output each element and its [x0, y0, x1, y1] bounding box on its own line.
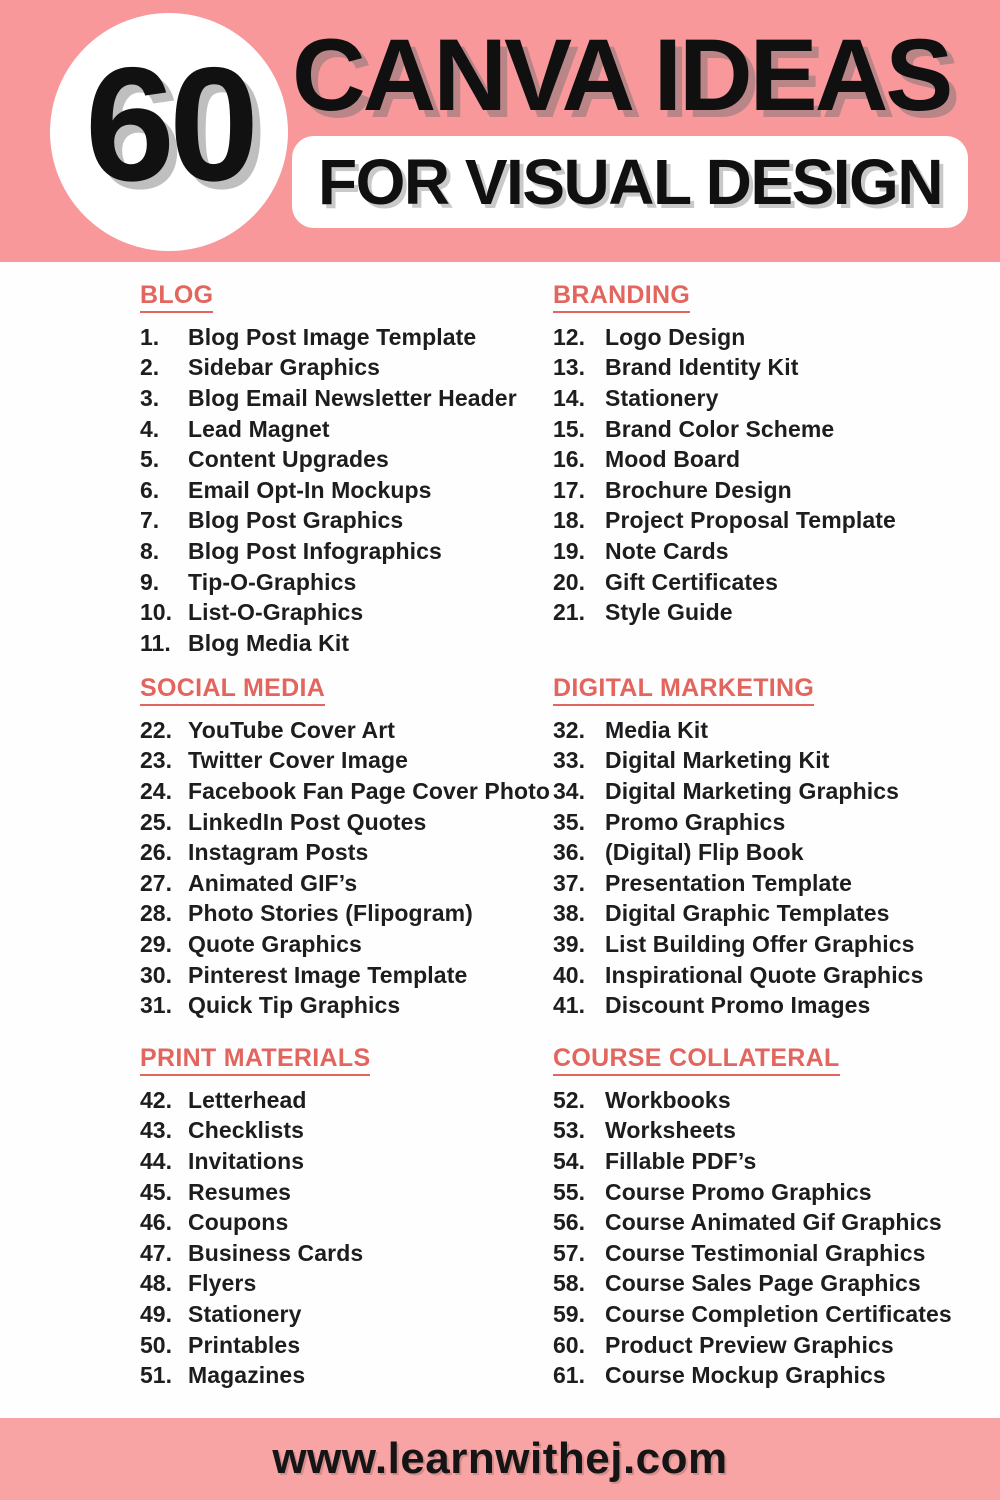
section-heading: DIGITAL MARKETING	[553, 676, 814, 706]
item-label: Invitations	[188, 1147, 305, 1174]
item-number: 1.	[140, 323, 160, 350]
item-number: 56.	[553, 1209, 585, 1236]
list-item	[140, 1146, 560, 1177]
list-item	[553, 1330, 973, 1361]
item-label: Quote Graphics	[188, 930, 362, 957]
list-item	[553, 1116, 973, 1147]
count-badge	[50, 13, 288, 251]
item-label: Blog Media Kit	[188, 629, 350, 656]
item-number: 21.	[553, 599, 585, 626]
item-label: Pinterest Image Template	[188, 961, 468, 988]
list-item	[553, 444, 973, 475]
item-number: 42.	[140, 1086, 172, 1113]
item-label: Course Promo Graphics	[605, 1178, 872, 1205]
item-number: 52.	[553, 1086, 585, 1113]
list-item	[140, 1269, 560, 1300]
list-item	[140, 475, 560, 506]
item-label: List Building Offer Graphics	[605, 930, 915, 957]
item-label: Blog Email Newsletter Header	[188, 384, 517, 411]
item-number: 54.	[553, 1147, 585, 1174]
item-label: Flyers	[188, 1270, 257, 1297]
item-number: 22.	[140, 716, 172, 743]
list-item	[140, 776, 560, 807]
section-heading: COURSE COLLATERAL	[553, 1046, 840, 1076]
item-number: 30.	[140, 961, 172, 988]
list-item	[553, 929, 973, 960]
section-social-media	[140, 676, 560, 1021]
section-heading: BRANDING	[553, 283, 690, 313]
list-item	[553, 960, 973, 991]
list-item	[140, 1085, 560, 1116]
item-label: Logo Design	[605, 323, 746, 350]
item-label: Worksheets	[605, 1117, 736, 1144]
item-label: Project Proposal Template	[605, 507, 896, 534]
list-item	[140, 868, 560, 899]
item-label: Brochure Design	[605, 476, 792, 503]
list-item	[553, 536, 973, 567]
item-number: 40.	[553, 961, 585, 988]
item-number: 10.	[140, 599, 172, 626]
list-item	[553, 597, 973, 628]
item-number: 57.	[553, 1239, 585, 1266]
list-item	[140, 1330, 560, 1361]
list-item	[140, 899, 560, 930]
list-item	[140, 1238, 560, 1269]
item-number: 34.	[553, 777, 585, 804]
section-print-materials	[140, 1046, 560, 1391]
item-number: 59.	[553, 1300, 585, 1327]
section-item-list	[553, 715, 973, 1021]
list-item	[140, 414, 560, 445]
list-item	[140, 1360, 560, 1391]
item-number: 58.	[553, 1270, 585, 1297]
item-label: Brand Identity Kit	[605, 354, 799, 381]
item-label: Lead Magnet	[188, 415, 330, 442]
item-label: Media Kit	[605, 716, 709, 743]
list-item	[140, 628, 560, 659]
item-number: 37.	[553, 869, 585, 896]
item-label: Fillable PDF’s	[605, 1147, 757, 1174]
list-item	[553, 506, 973, 537]
list-item	[140, 597, 560, 628]
item-label: Course Sales Page Graphics	[605, 1270, 921, 1297]
item-label: Blog Post Image Template	[188, 323, 477, 350]
list-item	[553, 807, 973, 838]
list-item	[553, 1269, 973, 1300]
item-label: Letterhead	[188, 1086, 307, 1113]
item-label: Business Cards	[188, 1239, 364, 1266]
list-item	[140, 353, 560, 384]
item-label: Course Mockup Graphics	[605, 1362, 886, 1389]
list-item	[140, 567, 560, 598]
list-item	[553, 868, 973, 899]
section-item-list	[140, 715, 560, 1021]
list-item	[553, 1299, 973, 1330]
item-number: 43.	[140, 1117, 172, 1144]
footer-banner	[0, 1418, 1000, 1500]
list-item	[553, 567, 973, 598]
item-label: Printables	[188, 1331, 301, 1358]
item-label: LinkedIn Post Quotes	[188, 808, 427, 835]
item-label: Content Upgrades	[188, 446, 389, 473]
page-title: CANVA IDEAS	[292, 18, 951, 132]
section-blog	[140, 283, 560, 659]
item-label: Magazines	[188, 1362, 306, 1389]
item-number: 24.	[140, 777, 172, 804]
item-label: Mood Board	[605, 446, 741, 473]
item-number: 33.	[553, 747, 585, 774]
item-label: Note Cards	[605, 537, 729, 564]
item-label: Course Animated Gif Graphics	[605, 1209, 942, 1236]
item-label: Course Completion Certificates	[605, 1300, 952, 1327]
item-label: Blog Post Graphics	[188, 507, 404, 534]
item-number: 26.	[140, 839, 172, 866]
item-number: 8.	[140, 537, 160, 564]
item-number: 31.	[140, 992, 172, 1019]
list-item	[140, 807, 560, 838]
list-item	[140, 990, 560, 1021]
section-item-list	[553, 322, 973, 628]
list-item	[553, 414, 973, 445]
item-number: 23.	[140, 747, 172, 774]
list-item	[553, 1146, 973, 1177]
item-number: 12.	[553, 323, 585, 350]
list-item	[140, 1116, 560, 1147]
item-number: 3.	[140, 384, 160, 411]
item-number: 28.	[140, 900, 172, 927]
item-number: 48.	[140, 1270, 172, 1297]
item-label: Style Guide	[605, 599, 733, 626]
section-heading: SOCIAL MEDIA	[140, 676, 325, 706]
item-label: List-O-Graphics	[188, 599, 364, 626]
item-number: 41.	[553, 992, 585, 1019]
item-label: Stationery	[188, 1300, 302, 1327]
item-label: Resumes	[188, 1178, 291, 1205]
list-item	[140, 715, 560, 746]
item-label: Promo Graphics	[605, 808, 786, 835]
item-label: Brand Color Scheme	[605, 415, 835, 442]
item-label: Gift Certificates	[605, 568, 778, 595]
item-label: Product Preview Graphics	[605, 1331, 894, 1358]
list-item	[140, 536, 560, 567]
list-item	[140, 444, 560, 475]
section-heading: PRINT MATERIALS	[140, 1046, 370, 1076]
item-label: Blog Post Infographics	[188, 537, 442, 564]
item-label: Digital Graphic Templates	[605, 900, 890, 927]
list-item	[140, 837, 560, 868]
item-label: Instagram Posts	[188, 839, 369, 866]
subtitle-box	[292, 136, 968, 228]
item-label: Checklists	[188, 1117, 305, 1144]
item-number: 18.	[553, 507, 585, 534]
section-item-list	[553, 1085, 973, 1391]
item-number: 51.	[140, 1362, 172, 1389]
item-label: Sidebar Graphics	[188, 354, 381, 381]
item-number: 27.	[140, 869, 172, 896]
item-label: Presentation Template	[605, 869, 853, 896]
header-banner	[0, 0, 1000, 262]
list-item	[553, 1238, 973, 1269]
list-item	[140, 960, 560, 991]
item-number: 14.	[553, 384, 585, 411]
list-item	[553, 899, 973, 930]
item-number: 49.	[140, 1300, 172, 1327]
item-label: Quick Tip Graphics	[188, 992, 401, 1019]
item-number: 35.	[553, 808, 585, 835]
list-item	[140, 929, 560, 960]
item-number: 7.	[140, 507, 160, 534]
list-item	[140, 1207, 560, 1238]
list-item	[553, 1085, 973, 1116]
list-item	[553, 475, 973, 506]
item-label: Photo Stories (Flipogram)	[188, 900, 473, 927]
item-label: Inspirational Quote Graphics	[605, 961, 924, 988]
item-number: 4.	[140, 415, 160, 442]
item-label: (Digital) Flip Book	[605, 839, 804, 866]
idea-lists	[0, 262, 1000, 1418]
item-number: 55.	[553, 1178, 585, 1205]
list-item	[553, 1360, 973, 1391]
item-label: Stationery	[605, 384, 719, 411]
item-label: Email Opt-In Mockups	[188, 476, 432, 503]
item-number: 5.	[140, 446, 160, 473]
list-item	[553, 1207, 973, 1238]
item-number: 11.	[140, 629, 171, 656]
item-number: 25.	[140, 808, 172, 835]
item-label: Coupons	[188, 1209, 289, 1236]
list-item	[553, 383, 973, 414]
count-number: 60	[84, 34, 254, 215]
website-url: www.learnwithej.com	[272, 1434, 728, 1483]
list-item	[140, 506, 560, 537]
item-label: Twitter Cover Image	[188, 747, 409, 774]
list-item	[553, 776, 973, 807]
section-digital-marketing	[553, 676, 973, 1021]
section-heading: BLOG	[140, 283, 213, 313]
list-item	[553, 1177, 973, 1208]
item-number: 29.	[140, 930, 172, 957]
item-label: Tip-O-Graphics	[188, 568, 357, 595]
item-label: YouTube Cover Art	[188, 716, 396, 743]
item-number: 47.	[140, 1239, 172, 1266]
item-number: 61.	[553, 1362, 585, 1389]
item-label: Animated GIF’s	[188, 869, 358, 896]
list-item	[553, 990, 973, 1021]
list-item	[553, 715, 973, 746]
item-number: 17.	[553, 476, 585, 503]
item-label: Workbooks	[605, 1086, 731, 1113]
item-number: 46.	[140, 1209, 172, 1236]
section-branding	[553, 283, 973, 628]
item-number: 6.	[140, 476, 160, 503]
item-number: 19.	[553, 537, 585, 564]
item-label: Course Testimonial Graphics	[605, 1239, 926, 1266]
list-item	[553, 322, 973, 353]
item-number: 38.	[553, 900, 585, 927]
page-subtitle: FOR VISUAL DESIGN	[317, 146, 943, 218]
list-item	[553, 746, 973, 777]
item-number: 60.	[553, 1331, 585, 1358]
item-number: 20.	[553, 568, 585, 595]
item-number: 50.	[140, 1331, 172, 1358]
item-label: Digital Marketing Kit	[605, 747, 830, 774]
item-number: 32.	[553, 716, 585, 743]
section-item-list	[140, 1085, 560, 1391]
item-number: 15.	[553, 415, 585, 442]
item-label: Discount Promo Images	[605, 992, 871, 1019]
section-course-collateral	[553, 1046, 973, 1391]
list-item	[553, 837, 973, 868]
item-number: 9.	[140, 568, 160, 595]
item-number: 45.	[140, 1178, 172, 1205]
item-label: Digital Marketing Graphics	[605, 777, 899, 804]
item-number: 36.	[553, 839, 585, 866]
list-item	[140, 1177, 560, 1208]
list-item	[553, 353, 973, 384]
list-item	[140, 383, 560, 414]
item-number: 16.	[553, 446, 585, 473]
item-number: 44.	[140, 1147, 172, 1174]
list-item	[140, 322, 560, 353]
item-number: 2.	[140, 354, 160, 381]
list-item	[140, 1299, 560, 1330]
item-label: Facebook Fan Page Cover Photo	[188, 777, 551, 804]
list-item	[140, 746, 560, 777]
item-number: 13.	[553, 354, 585, 381]
section-item-list	[140, 322, 560, 659]
item-number: 39.	[553, 930, 585, 957]
item-number: 53.	[553, 1117, 585, 1144]
